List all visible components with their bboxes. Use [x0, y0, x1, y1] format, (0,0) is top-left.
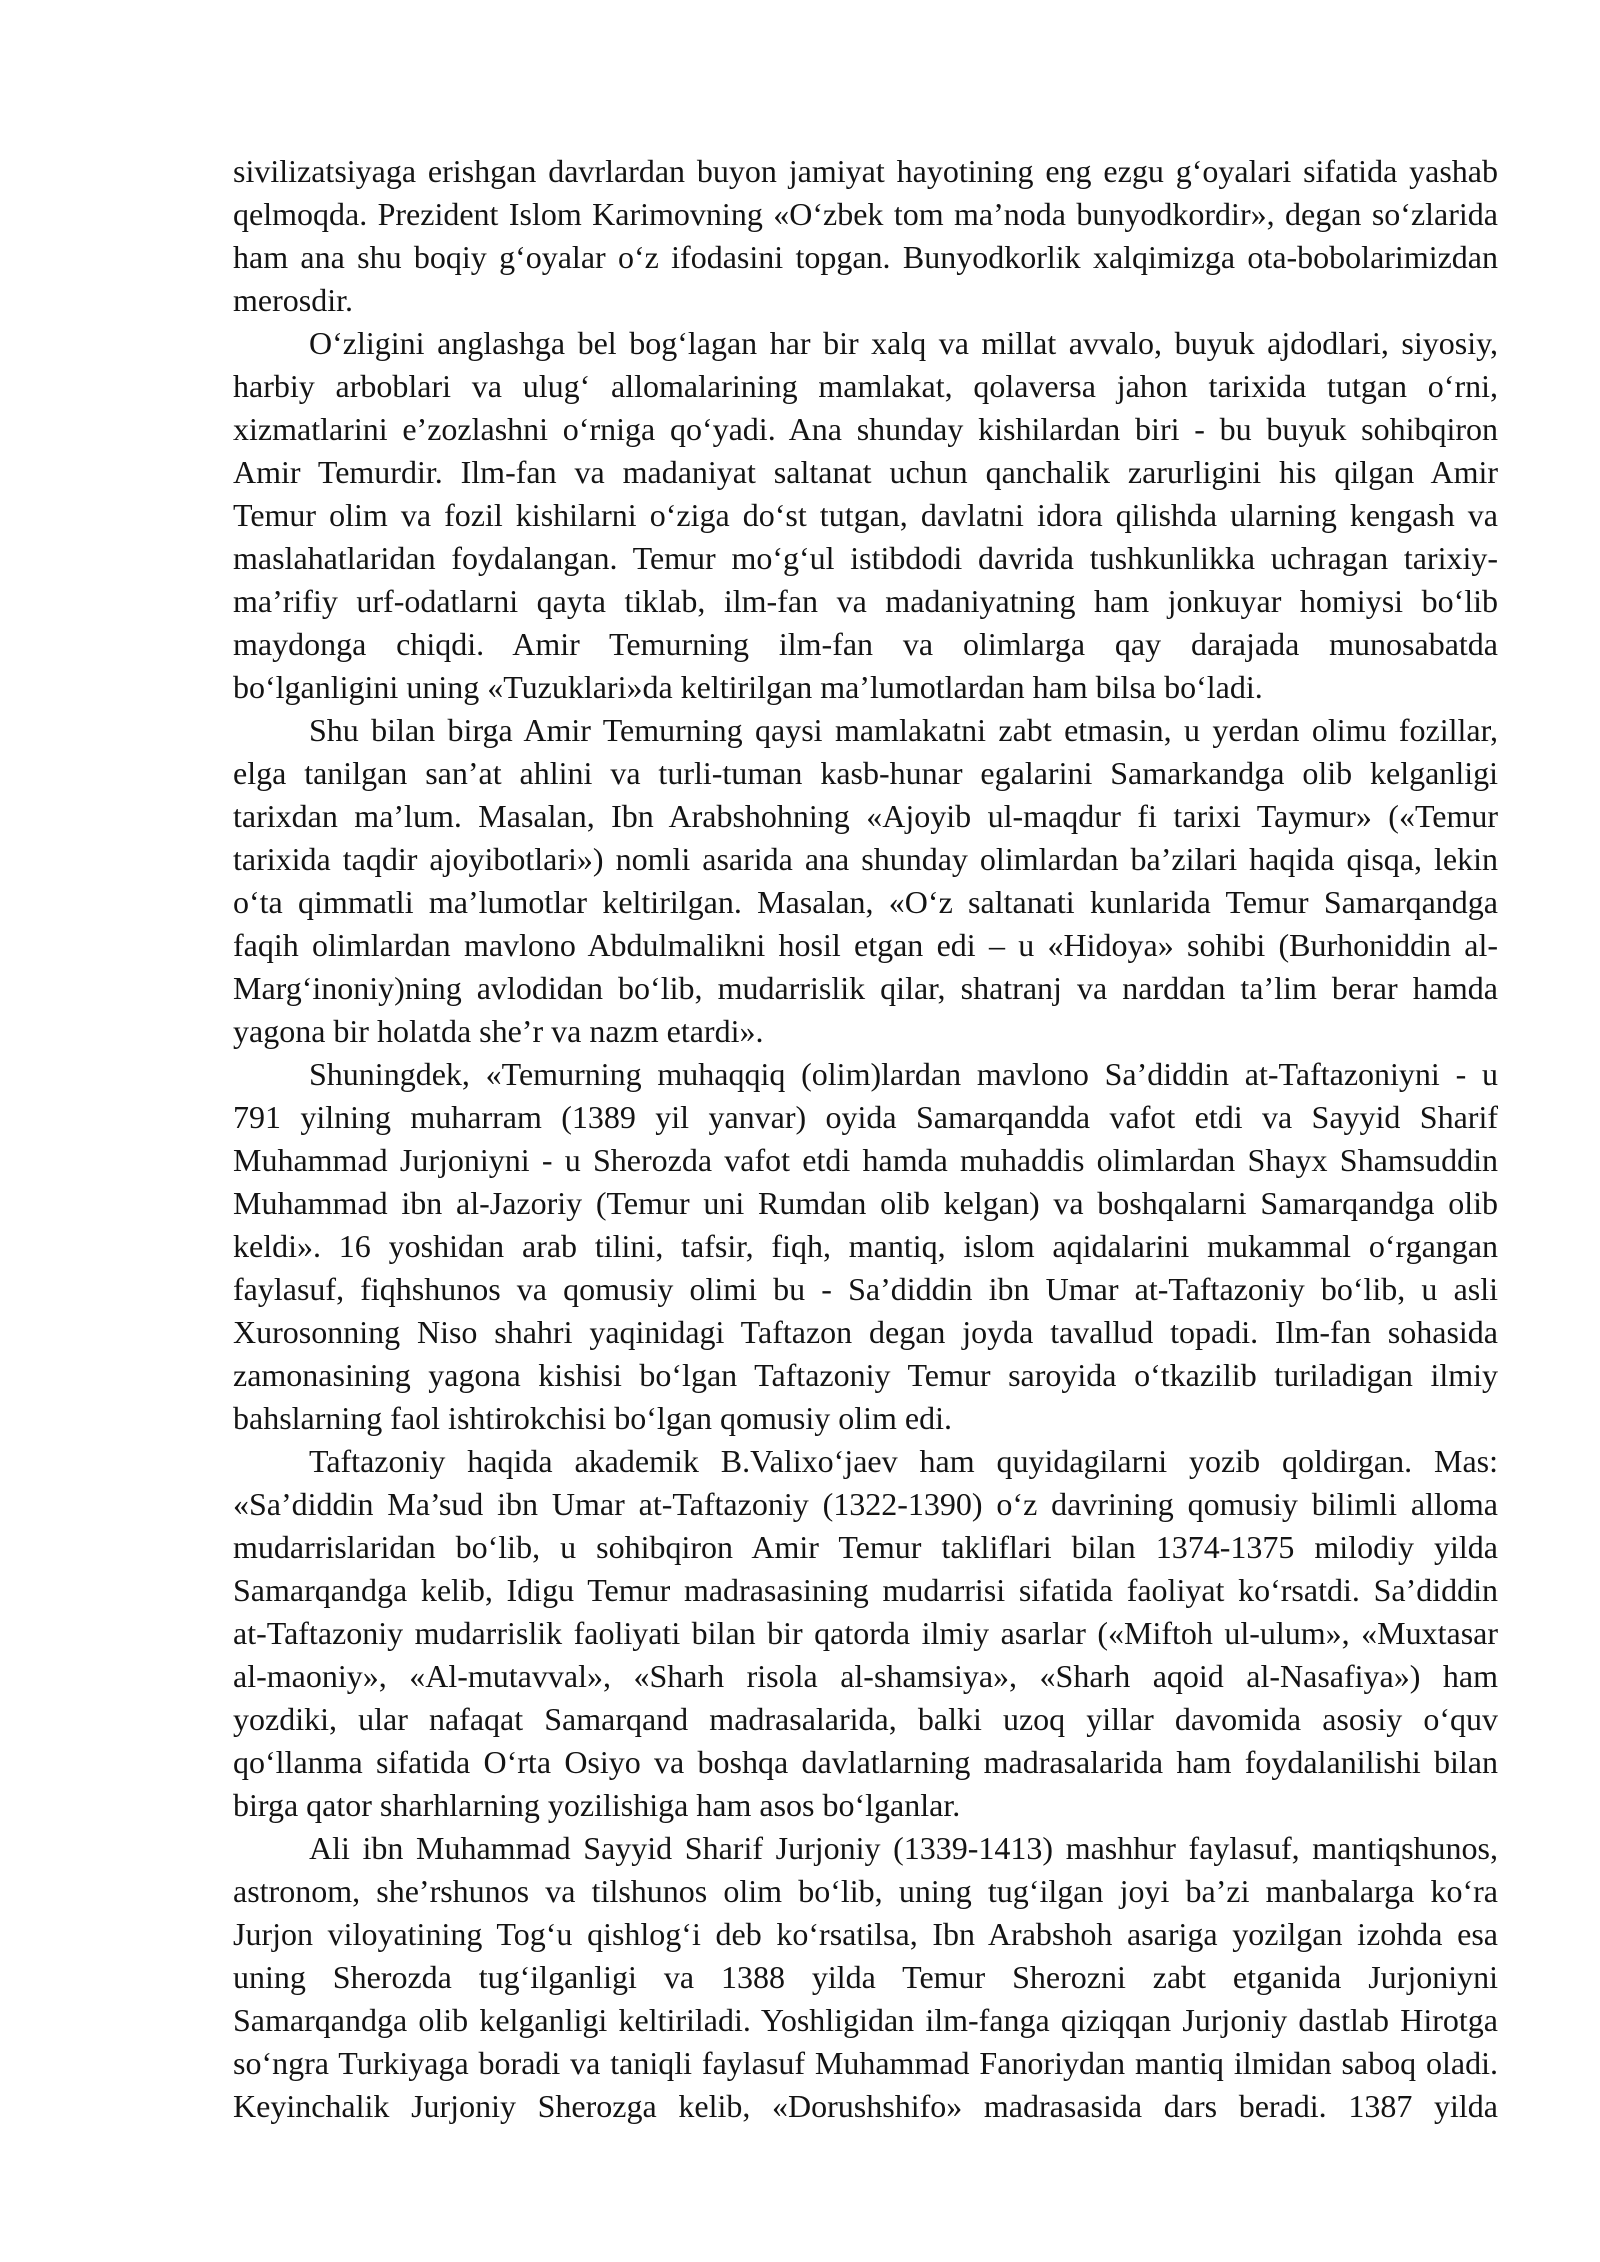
text-line: Temur olim va fozil kishilarni o‘ziga do‘st tutgan, davlatni idora qilishda ularning kengash va [233, 497, 1498, 533]
text-line: bo‘lganligini uning «Tuzuklari»da keltirilgan ma’lumotlardan ham bilsa bo‘ladi. [233, 669, 1263, 705]
text-line: merosdir. [233, 282, 353, 318]
text-line: maydonga chiqdi. Amir Temurning ilm-fan va olimlarga qay darajada munosabatda [233, 626, 1498, 662]
text-line: yagona bir holatda she’r va nazm etardi». [233, 1013, 764, 1049]
text-line: faylasuf, fiqhshunos va qomusiy olimi bu - Sa’diddin ibn Umar at-Taftazoniy bo‘lib, u asli [233, 1271, 1498, 1307]
text-line: tarixdan ma’lum. Masalan, Ibn Arabshohning «Ajoyib ul-maqdur fi tarixi Taymur» («Temur [233, 798, 1498, 834]
text-line: so‘ngra Turkiyaga boradi va taniqli faylasuf Muhammad Fanoriydan mantiq ilmidan saboq oladi. [233, 2045, 1498, 2081]
paragraph [233, 1053, 1498, 1440]
text-line: Jurjon viloyatining Tog‘u qishlog‘i deb ko‘rsatilsa, Ibn Arabshoh asariga yozilgan izohda esa [233, 1916, 1498, 1952]
paragraph [233, 322, 1498, 709]
text-line: Marg‘inoniy)ning avlodidan bo‘lib, mudarrislik qilar, shatranj va narddan ta’lim berar hamda [233, 970, 1498, 1006]
text-line: yozdiki, ular nafaqat Samarqand madrasalarida, balki uzoq yillar davomida asosiy o‘quv [233, 1701, 1498, 1737]
text-line: Taftazoniy haqida akademik B.Valixo‘jaev ham quyidagilarni yozib qoldirgan. Mas: [309, 1443, 1498, 1479]
text-line: zamonasining yagona kishisi bo‘lgan Taftazoniy Temur saroyida o‘tkazilib turiladigan ilmiy [233, 1357, 1498, 1393]
text-line: mudarrislaridan bo‘lib, u sohibqiron Amir Temur takliflari bilan 1374-1375 milodiy yilda [233, 1529, 1498, 1565]
text-line: birga qator sharhlarning yozilishiga ham asos bo‘lganlar. [233, 1787, 961, 1823]
text-line: Xurosonning Niso shahri yaqinidagi Taftazon degan joyda tavallud topadi. Ilm-fan sohasida [233, 1314, 1498, 1350]
text-line: qelmoqda. Prezident Islom Karimovning «O‘zbek tom ma’noda bunyodkordir», degan so‘zlarida [233, 196, 1498, 232]
text-line: bahslarning faol ishtirokchisi bo‘lgan qomusiy olim edi. [233, 1400, 953, 1436]
text-line: astronom, she’rshunos va tilshunos olim bo‘lib, uning tug‘ilgan joyi ba’zi manbalarga ko‘ra [233, 1873, 1498, 1909]
paragraph [233, 709, 1498, 1053]
text-line: Muhammad ibn al-Jazoriy (Temur uni Rumdan olib kelgan) va boshqalarni Samarqandga olib [233, 1185, 1498, 1221]
text-line: O‘zligini anglashga bel bog‘lagan har bir xalq va millat avvalo, buyuk ajdodlari, siyosiy, [309, 325, 1498, 361]
text-line: uning Sherozda tug‘ilganligi va 1388 yilda Temur Sherozni zabt etganida Jurjoniyni [233, 1959, 1498, 1995]
text-line: Shuningdek, «Temurning muhaqqiq (olim)lardan mavlono Sa’diddin at-Taftazoniyni - u [309, 1056, 1498, 1092]
text-line: keldi». 16 yoshidan arab tilini, tafsir, fiqh, mantiq, islom aqidalarini mukammal o‘rgangan [233, 1228, 1498, 1264]
text-line: Muhammad Jurjoniyni - u Sherozda vafot etdi hamda muhaddis olimlardan Shayx Shamsuddin [233, 1142, 1498, 1178]
text-line: Samarqandga olib kelganligi keltiriladi. Yoshligidan ilm-fanga qiziqqan Jurjoniy dastlab Hirotga [233, 2002, 1498, 2038]
paragraph [233, 1827, 1498, 2128]
text-line: sivilizatsiyaga erishgan davrlardan buyon jamiyat hayotining eng ezgu g‘oyalari sifatida yashab [233, 153, 1498, 189]
text-line: tarixida taqdir ajoyibotlari») nomli asarida ana shunday olimlardan ba’zilari haqida qisqa, lekin [233, 841, 1498, 877]
text-line: 791 yilning muharram (1389 yil yanvar) oyida Samarqandda vafot etdi va Sayyid Sharif [233, 1099, 1498, 1135]
text-line: faqih olimlardan mavlono Abdulmalikni hosil etgan edi – u «Hidoya» sohibi (Burhoniddin al- [233, 927, 1498, 963]
text-line: at-Taftazoniy mudarrislik faoliyati bilan bir qatorda ilmiy asarlar («Miftoh ul-ulum», «Muxtasar [233, 1615, 1498, 1651]
text-line: qo‘llanma sifatida O‘rta Osiyo va boshqa davlatlarning madrasalarida ham foydalanilishi bilan [233, 1744, 1498, 1780]
text-line: Amir Temurdir. Ilm-fan va madaniyat saltanat uchun qanchalik zarurligini his qilgan Amir [233, 454, 1498, 490]
text-line: al-maoniy», «Al-mutavval», «Sharh risola al-shamsiya», «Sharh aqoid al-Nasafiya») ham [233, 1658, 1498, 1694]
text-line: Samarqandga kelib, Idigu Temur madrasasining mudarrisi sifatida faoliyat ko‘rsatdi. Sa’diddin [233, 1572, 1498, 1608]
text-line: harbiy arboblari va ulug‘ allomalarining mamlakat, qolaversa jahon tarixida tutgan o‘rni, [233, 368, 1498, 404]
text-line: xizmatlarini e’zozlashni o‘rniga qo‘yadi. Ana shunday kishilardan biri - bu buyuk sohibqiron [233, 411, 1498, 447]
text-line: Shu bilan birga Amir Temurning qaysi mamlakatni zabt etmasin, u yerdan olimu fozillar, [309, 712, 1498, 748]
text-line: «Sa’diddin Ma’sud ibn Umar at-Taftazoniy (1322-1390) o‘z davrining qomusiy bilimli alloma [233, 1486, 1498, 1522]
text-line: Ali ibn Muhammad Sayyid Sharif Jurjoniy (1339-1413) mashhur faylasuf, mantiqshunos, [309, 1830, 1498, 1866]
paragraph [233, 1440, 1498, 1827]
text-line: elga tanilgan san’at ahlini va turli-tuman kasb-hunar egalarini Samarkandga olib kelganligi [233, 755, 1498, 791]
text-line: ham ana shu boqiy g‘oyalar o‘z ifodasini topgan. Bunyodkorlik xalqimizga ota-bobolarimizdan [233, 239, 1498, 275]
text-line: Keyinchalik Jurjoniy Sherozga kelib, «Dorushshifo» madrasasida dars beradi. 1387 yilda [233, 2088, 1498, 2124]
paragraph [233, 150, 1498, 322]
text-line: ma’rifiy urf-odatlarni qayta tiklab, ilm-fan va madaniyatning ham jonkuyar homiysi bo‘lib [233, 583, 1498, 619]
text-line: o‘ta qimmatli ma’lumotlar keltirilgan. Masalan, «O‘z saltanati kunlarida Temur Samarqandga [233, 884, 1498, 920]
body-text [233, 150, 1498, 2128]
text-line: maslahatlaridan foydalangan. Temur mo‘g‘ul istibdodi davrida tushkunlikka uchragan tarixiy- [233, 540, 1498, 576]
